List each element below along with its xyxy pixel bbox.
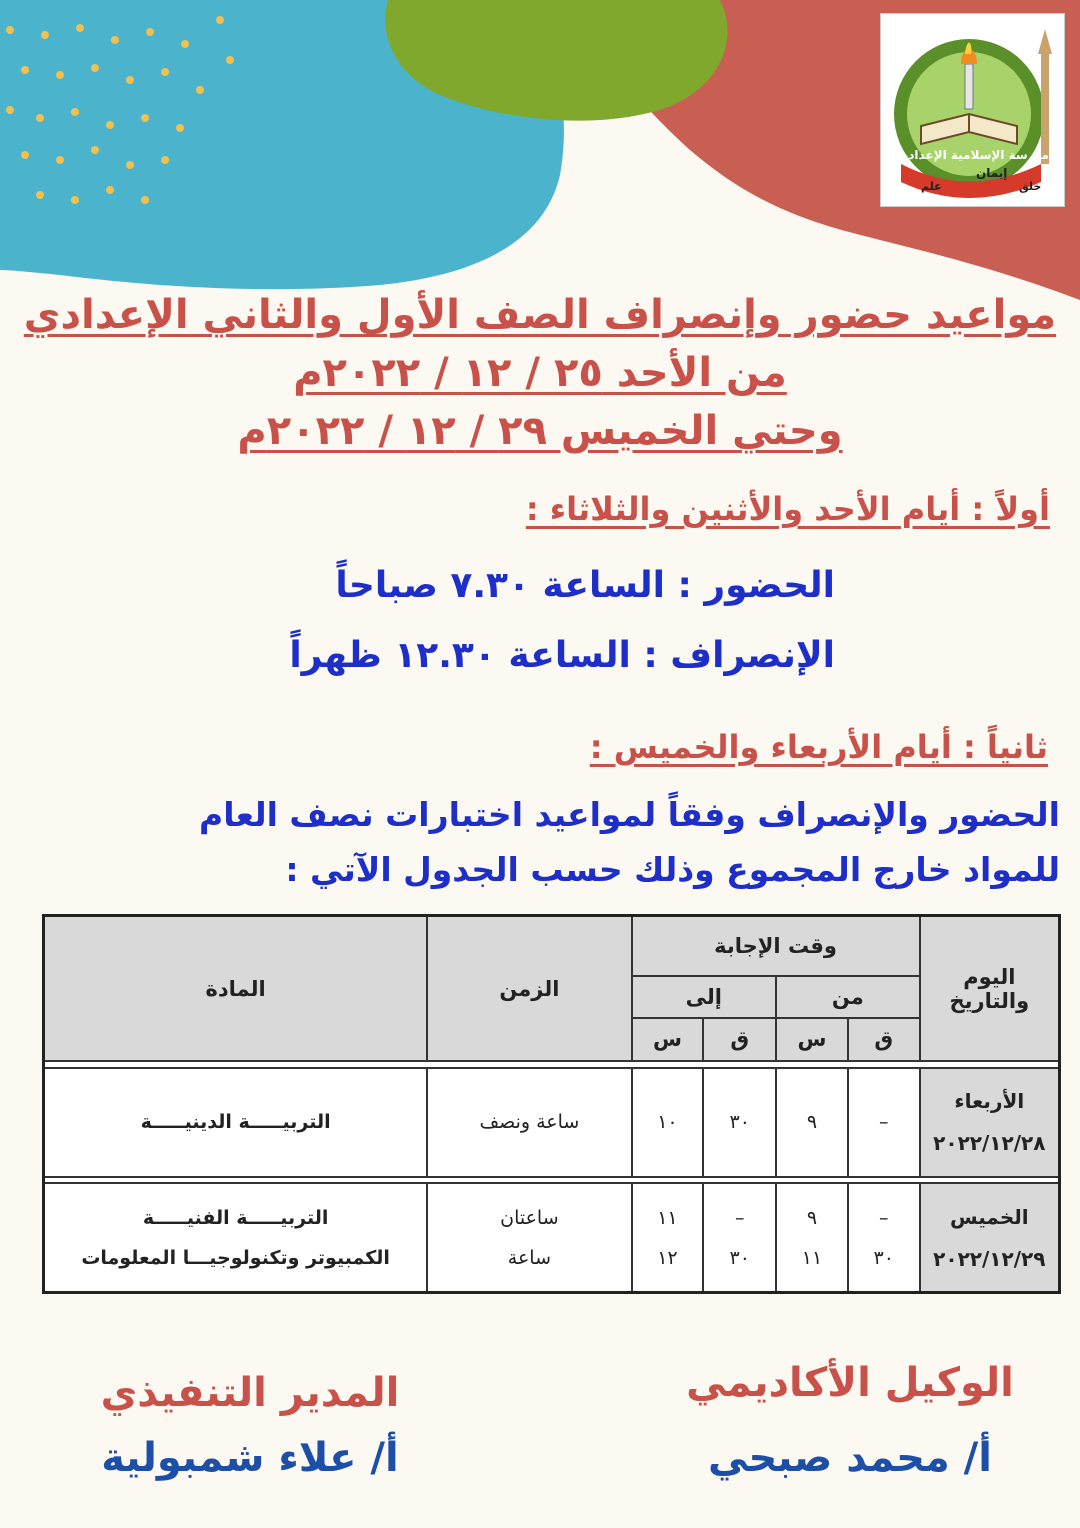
logo-motto-0: خلق (1019, 180, 1042, 193)
row-from-hour: ٩ (776, 1068, 848, 1177)
exam-schedule-table (42, 914, 1061, 1294)
row-day-date: الخميس ٢٠٢٢/١٢/٢٩ (920, 1183, 1060, 1292)
header-to-hour: س (632, 1018, 704, 1062)
attendance-time: الحضور : الساعة ٧.٣٠ صباحاً (335, 565, 835, 606)
header-answer-time: وقت الإجابة (632, 916, 920, 976)
header-duration: الزمن (427, 916, 631, 1062)
header-from-minute: ق (848, 1018, 920, 1062)
school-logo (880, 13, 1065, 207)
row-from-hour: ٩ ١١ (776, 1183, 848, 1292)
header-day-date: اليوم والتاريخ (920, 916, 1060, 1062)
header-line-1: مواعيد حضور وإنصراف الصف الأول والثاني الإعدادي (23, 292, 1057, 338)
row-duration: ساعتان ساعة (427, 1183, 631, 1292)
header-from: من (776, 976, 920, 1018)
logo-motto-2: علم (921, 180, 942, 193)
row-subject: التربيـــــة الفنيـــــة الكمبيوتر وتكنولوجيـــا المعلومات (44, 1183, 428, 1292)
row-to-hour: ١١ ١٢ (632, 1183, 704, 1292)
header-to-minute: ق (703, 1018, 776, 1062)
signature-right-title: الوكيل الأكاديمي (686, 1360, 1014, 1406)
section-2-title: ثانياً : أيام الأربعاء والخميس : (589, 728, 1048, 766)
header-from-hour: س (776, 1018, 848, 1062)
signature-left-name: أ/ علاء شمبولية (101, 1435, 399, 1481)
row-day-date: الأربعاء ٢٠٢٢/١٢/٢٨ (920, 1068, 1060, 1177)
section-1-title: أولاً : أيام الأحد والأثنين والثلاثاء : (525, 490, 1050, 528)
table-row (44, 1183, 1060, 1292)
row-from-minute: – ٣٠ (848, 1183, 920, 1292)
logo-ring-text: مدرسة الإسلامية الإعدادية (896, 148, 1049, 162)
table-row (44, 1068, 1060, 1177)
header-line-2: من الأحد ٢٥ / ١٢ / ٢٠٢٢م (293, 350, 787, 396)
section-2-line-1: الحضور والإنصراف وفقاً لمواعيد اختبارات نصف العام (199, 795, 1060, 834)
row-duration: ساعة ونصف (427, 1068, 631, 1177)
logo-motto-1: إيمان (976, 166, 1008, 180)
logo-emblem-icon (881, 14, 1064, 206)
signature-right-name: أ/ محمد صبحي (708, 1435, 992, 1481)
dismissal-time: الإنصراف : الساعة ١٢.٣٠ ظهراً (289, 635, 835, 676)
row-subject: التربيـــــة الدينيـــــة (44, 1068, 428, 1177)
row-to-hour: ١٠ (632, 1068, 704, 1177)
row-to-minute: ٣٠ (703, 1068, 776, 1177)
header-subject: المادة (44, 916, 428, 1062)
section-2-line-2: للمواد خارج المجموع وذلك حسب الجدول الآتي : (285, 850, 1060, 889)
signature-left-title: المدير التنفيذي (100, 1370, 400, 1416)
header-to: إلى (632, 976, 777, 1018)
row-to-minute: – ٣٠ (703, 1183, 776, 1292)
header-line-3: وحتي الخميس ٢٩ / ١٢ / ٢٠٢٢م (237, 408, 843, 454)
row-from-minute: – (848, 1068, 920, 1177)
